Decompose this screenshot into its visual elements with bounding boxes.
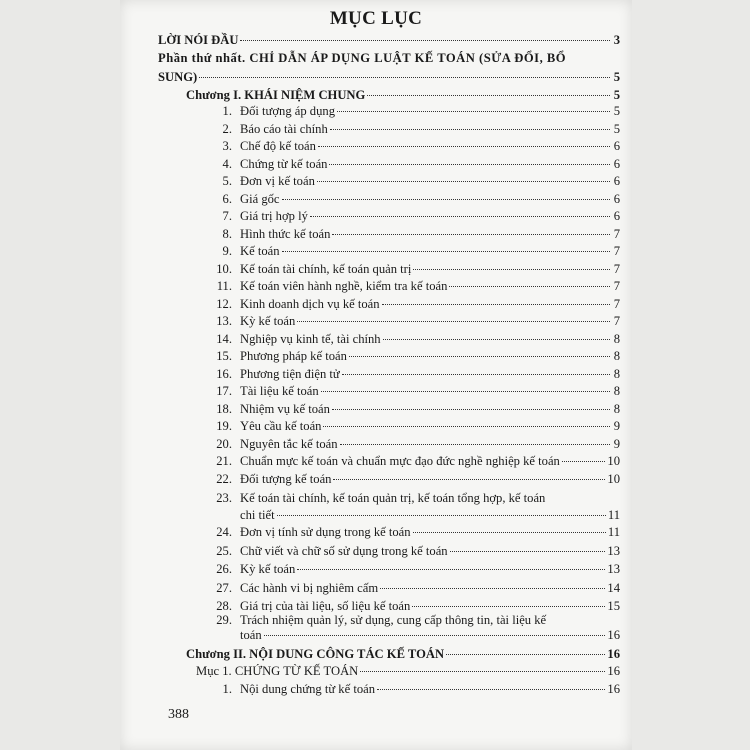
toc-item-label: Nghiệp vụ kinh tế, tài chính	[240, 331, 381, 346]
toc-item-number: 25.	[216, 543, 232, 558]
toc-item-label: Đơn vị kế toán	[240, 174, 315, 188]
toc-item29-line1	[208, 613, 546, 628]
dot-leader	[332, 234, 610, 235]
toc-item-page: 7	[613, 244, 620, 258]
dot-leader	[340, 444, 610, 445]
toc-item-number: 4.	[222, 156, 232, 171]
toc-item	[208, 227, 620, 242]
toc-entry-chapter1	[186, 88, 620, 103]
toc-item-label: Nhiệm vụ kế toán	[240, 401, 330, 416]
toc-item-label: Chế độ kế toán	[240, 139, 316, 153]
toc-entry-chapter2	[186, 647, 620, 662]
dot-leader	[349, 356, 610, 357]
toc-item	[208, 157, 620, 172]
toc-item	[208, 419, 620, 434]
dot-leader	[282, 199, 610, 200]
toc-item-number: 24.	[216, 525, 232, 539]
dot-leader	[342, 374, 610, 375]
dot-leader	[310, 216, 610, 217]
toc-entry-page: 5	[613, 70, 620, 84]
toc-item-number: 8.	[222, 226, 232, 241]
toc-item-label: Phương pháp kế toán	[240, 349, 347, 363]
dot-leader	[333, 479, 605, 480]
toc-item-page: 9	[613, 436, 620, 451]
toc-item-label: Nội dung chứng từ kế toán	[240, 682, 376, 696]
toc-item-page: 13	[607, 543, 620, 558]
toc-entry-section1	[196, 664, 620, 679]
dot-leader	[282, 251, 610, 252]
toc-item	[208, 384, 620, 399]
toc-item-number: 2.	[222, 121, 232, 136]
toc-item-number: 9.	[222, 244, 232, 258]
toc-item-label: Tài liệu kế toán	[240, 384, 319, 398]
toc-item-page: 6	[613, 191, 620, 206]
dot-leader	[330, 129, 610, 130]
toc-item-label: Kế toán tài chính, kế toán quản trị	[240, 261, 412, 276]
toc-item-label: Kinh doanh dịch vụ kế toán	[240, 296, 380, 311]
toc-item-label: Kỳ kế toán	[240, 562, 296, 576]
toc-entry-label: LỜI NÓI ĐẦU	[158, 33, 239, 47]
toc-item	[208, 192, 620, 207]
toc-item-number: 27.	[216, 580, 232, 595]
toc-entry-item29	[240, 628, 620, 643]
dot-leader	[413, 269, 610, 270]
toc-item-label: Chuẩn mực kế toán và chuẩn mực đạo đức nghề nghiệp kế toán	[240, 454, 560, 468]
toc-item	[208, 279, 620, 294]
toc-item-number: 26.	[216, 562, 232, 576]
toc-item-number: 12.	[216, 296, 232, 311]
toc-item	[208, 544, 620, 559]
toc-entry-label: Chương I. KHÁI NIỆM CHUNG	[186, 88, 366, 102]
toc-item-page: 8	[613, 401, 620, 416]
dot-leader	[337, 111, 610, 112]
toc-item	[208, 297, 620, 312]
toc-item-page: 8	[613, 349, 620, 363]
toc-item-label: Các hành vi bị nghiêm cấm	[240, 580, 379, 595]
toc-item-page: 8	[613, 331, 620, 346]
toc-item	[208, 244, 620, 259]
toc-item-page: 8	[613, 366, 620, 381]
toc-item-number: 19.	[216, 419, 232, 433]
toc-item-page: 6	[613, 174, 620, 188]
toc-item-page: 11	[607, 525, 620, 539]
toc-item-number: 6.	[222, 191, 232, 206]
toc-item-number: 10.	[216, 261, 232, 276]
toc-item-page: 7	[613, 261, 620, 276]
toc-item-label: Giá trị hợp lý	[240, 209, 308, 223]
toc-item-number: 13.	[216, 314, 232, 328]
toc-item	[208, 104, 620, 119]
dot-leader	[332, 409, 610, 410]
toc-item	[208, 262, 620, 277]
toc-item-page: 7	[613, 279, 620, 293]
toc-item	[208, 139, 620, 154]
toc-entry-label: SUNG)	[158, 70, 198, 84]
toc-entry-page: 16	[607, 628, 620, 642]
dot-leader	[329, 164, 610, 165]
toc-item-label: Đơn vị tính sử dụng trong kế toán	[240, 525, 411, 539]
dot-leader	[264, 635, 606, 636]
dot-leader	[240, 40, 610, 41]
page-number: 388	[168, 707, 189, 722]
toc-item-number: 20.	[216, 436, 232, 451]
dot-leader	[449, 286, 610, 287]
toc-item-number: 3.	[222, 139, 232, 153]
toc-item-page: 6	[613, 209, 620, 223]
dot-leader	[367, 95, 610, 96]
dot-leader	[277, 515, 606, 516]
dot-leader	[450, 551, 606, 552]
toc-item-number: 16.	[216, 366, 232, 381]
toc-item	[208, 367, 620, 382]
toc-item-page: 13	[607, 562, 620, 576]
dot-leader	[383, 339, 610, 340]
toc-item-label: Báo cáo tài chính	[240, 121, 328, 136]
dot-leader	[413, 532, 606, 533]
toc-entry-preface	[158, 33, 620, 48]
toc-item	[208, 599, 620, 614]
toc-item-number: 1.	[222, 104, 232, 118]
toc-entry-label: chi tiết	[240, 508, 275, 522]
toc-item-number: 7.	[222, 209, 232, 223]
toc-entry-item23	[240, 508, 620, 523]
toc-item-number: 1.	[222, 682, 232, 696]
dot-leader	[318, 146, 610, 147]
toc-item-page: 14	[607, 580, 620, 595]
toc-item-page: 10	[607, 471, 620, 486]
dot-leader	[382, 304, 610, 305]
dot-leader	[412, 606, 605, 607]
toc-item-number: 23.	[216, 491, 232, 505]
toc-item	[208, 314, 620, 329]
toc-item-page: 7	[613, 296, 620, 311]
toc-item-label: Đối tượng kế toán	[240, 471, 332, 486]
toc-entry-part1	[158, 70, 620, 85]
page-title: MỤC LỤC	[329, 8, 423, 29]
toc-item	[208, 402, 620, 417]
toc-item	[208, 349, 620, 364]
dot-leader	[377, 689, 605, 690]
toc-item-label: Giá gốc	[240, 191, 280, 206]
toc-item-page: 10	[607, 454, 620, 468]
toc-item-label: Kỳ kế toán	[240, 314, 296, 328]
toc-item-number: 21.	[216, 454, 232, 468]
toc-item-number: 28.	[216, 599, 232, 613]
toc-entry-page: 16	[607, 647, 620, 661]
toc-entry-page: 11	[607, 508, 620, 522]
toc-item-number: 17.	[216, 384, 232, 398]
toc-item	[208, 122, 620, 137]
dot-leader	[297, 569, 605, 570]
toc-entry-page: 16	[607, 664, 620, 678]
toc-item-page: 7	[613, 226, 620, 241]
toc-item	[208, 525, 620, 540]
toc-item-page: 7	[613, 314, 620, 328]
dot-leader	[199, 77, 610, 78]
toc-item	[208, 332, 620, 347]
toc-item-page: 5	[613, 121, 620, 136]
toc-item	[208, 437, 620, 452]
toc-item-page: 15	[607, 599, 620, 613]
toc-item-label: Yêu cầu kế toán	[240, 419, 322, 433]
toc-item	[208, 454, 620, 469]
toc-item	[208, 562, 620, 577]
toc-item-label: Trách nhiệm quản lý, sử dụng, cung cấp thông tin, tài liệu kế	[240, 613, 547, 627]
toc-item-label: Giá trị của tài liệu, số liệu kế toán	[240, 599, 411, 613]
toc-item	[208, 581, 620, 596]
dot-leader	[297, 321, 610, 322]
dot-leader	[562, 461, 606, 462]
toc-entry-page: 5	[613, 88, 620, 102]
toc-entry-label: Mục 1. CHỨNG TỪ KẾ TOÁN	[196, 664, 359, 678]
dot-leader	[321, 391, 610, 392]
toc-item-page: 9	[613, 419, 620, 433]
toc-entry-page: 16	[607, 682, 620, 696]
toc-item-label: Phương tiện điện tử	[240, 366, 340, 381]
toc-item-label: Kế toán tài chính, kế toán quản trị, kế toán tổng hợp, kế toán	[240, 491, 546, 505]
dot-leader	[317, 181, 610, 182]
toc-entry-label: toán	[240, 628, 262, 642]
toc-item-label: Chứng từ kế toán	[240, 156, 328, 171]
toc-part1-line1: Phần thứ nhất. CHỈ DẪN ÁP DỤNG LUẬT KẾ TOÁN (SỬA ĐỔI, BỔ	[158, 51, 567, 65]
toc-item23-line1	[208, 491, 545, 506]
dot-leader	[360, 671, 605, 672]
toc-item-number: 15.	[216, 349, 232, 363]
toc-item-page: 6	[613, 139, 620, 153]
dot-leader	[380, 588, 605, 589]
toc-item-label: Chữ viết và chữ số sử dụng trong kế toán	[240, 543, 448, 558]
toc-item-label: Hình thức kế toán	[240, 226, 331, 241]
toc-entry-section1-item1	[208, 682, 620, 697]
toc-item-label: Đối tượng áp dụng	[240, 104, 335, 118]
book-page	[120, 0, 632, 750]
toc-item-label: Nguyên tắc kế toán	[240, 436, 338, 451]
toc-item-label: Kế toán	[240, 244, 280, 258]
toc-item	[208, 472, 620, 487]
toc-entry-label: Chương II. NỘI DUNG CÔNG TÁC KẾ TOÁN	[186, 647, 445, 661]
toc-item-page: 6	[613, 156, 620, 171]
toc-item-number: 22.	[216, 471, 232, 486]
toc-item-number: 14.	[216, 331, 232, 346]
toc-item	[208, 209, 620, 224]
toc-item-page: 5	[613, 104, 620, 118]
toc-item-page: 8	[613, 384, 620, 398]
toc-item-number: 11.	[216, 279, 232, 293]
toc-item-number: 29.	[216, 613, 232, 627]
toc-entry-page: 3	[613, 33, 620, 47]
toc-item	[208, 174, 620, 189]
toc-item-number: 5.	[222, 174, 232, 188]
dot-leader	[446, 654, 605, 655]
toc-item-label: Kế toán viên hành nghề, kiểm tra kế toán	[240, 279, 448, 293]
toc-item-number: 18.	[216, 401, 232, 416]
dot-leader	[323, 426, 610, 427]
